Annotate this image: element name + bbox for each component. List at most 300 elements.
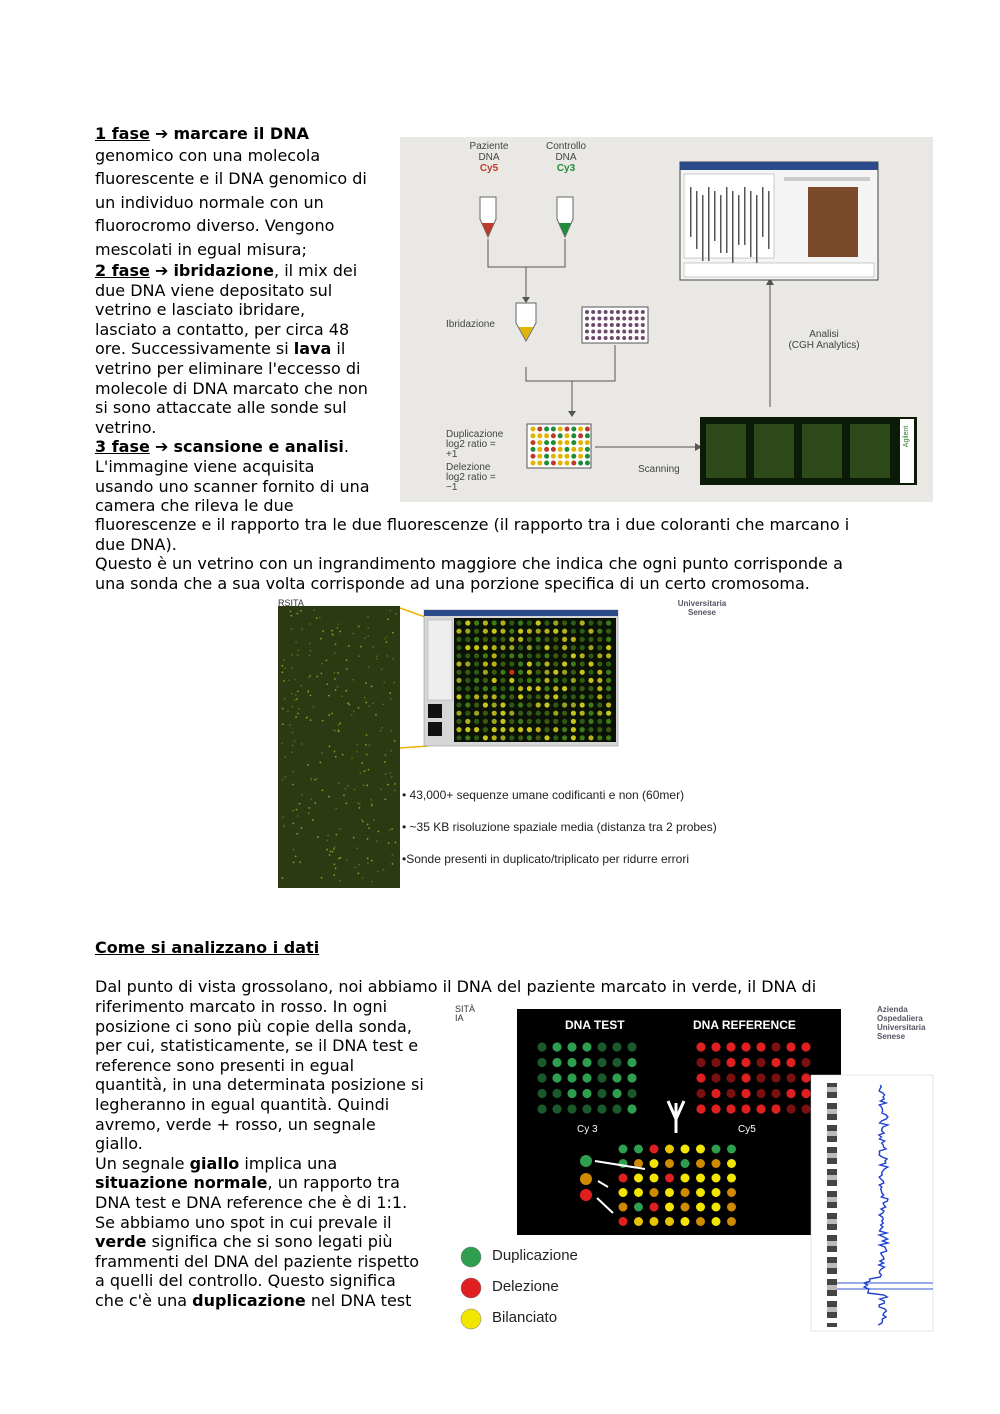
zoom-spot: [474, 694, 479, 699]
zoom-spot: [492, 686, 497, 691]
strip-spot: [332, 729, 334, 731]
zoom-spot: [474, 686, 479, 691]
bullet-item: [402, 852, 689, 866]
reference-spot: [786, 1104, 795, 1113]
zoom-spot: [544, 678, 549, 683]
zoom-spot: [483, 735, 488, 740]
strip-spot: [386, 636, 388, 638]
zoom-spot: [536, 719, 541, 724]
merged-spot: [681, 1217, 690, 1226]
zoom-spot: [580, 645, 585, 650]
strip-spot: [390, 698, 392, 700]
text-span: il: [331, 339, 346, 359]
strip-spot: [389, 772, 391, 774]
zoom-spot: [509, 645, 514, 650]
plate-well: [585, 330, 589, 334]
test-spot: [567, 1073, 576, 1082]
array-spot: [544, 433, 549, 438]
zoom-spot: [571, 735, 576, 740]
reference-spot: [801, 1058, 810, 1067]
zoom-spot: [536, 694, 541, 699]
zoom-spot: [465, 686, 470, 691]
merged-spot: [650, 1203, 659, 1212]
zoom-spot: [527, 735, 532, 740]
test-spot: [567, 1042, 576, 1051]
reference-spot: [711, 1089, 720, 1098]
ideogram-band: [827, 1175, 837, 1180]
strip-spot: [282, 877, 284, 879]
strip-spot: [369, 744, 371, 746]
test-spot: [597, 1058, 606, 1067]
strip-spot: [339, 722, 341, 724]
ideogram-band: [827, 1252, 837, 1257]
zoom-spot: [562, 661, 567, 666]
strip-spot: [300, 610, 302, 612]
zoom-spot: [492, 719, 497, 724]
strip-spot: [292, 732, 294, 734]
strip-spot: [308, 677, 310, 679]
zoom-spot: [562, 694, 567, 699]
zoom-spot: [456, 645, 461, 650]
strip-spot: [281, 665, 283, 667]
corner-label-right: [877, 1005, 935, 1041]
zoom-spot: [465, 694, 470, 699]
zoom-spot: [571, 702, 576, 707]
zoom-spot: [527, 645, 532, 650]
strip-spot: [322, 630, 324, 632]
legend-label: Delezione: [492, 1278, 559, 1295]
zoom-spot: [456, 719, 461, 724]
array-spot: [571, 427, 576, 432]
strip-spot: [282, 816, 284, 818]
strip-spot: [309, 623, 311, 625]
zoom-spot: [536, 653, 541, 658]
zoom-spot: [509, 711, 514, 716]
ideogram-band: [827, 1186, 837, 1191]
array-spot: [565, 454, 570, 459]
ideogram-band: [827, 1109, 837, 1114]
plate-well: [628, 323, 632, 327]
array-spot: [571, 433, 576, 438]
strip-spot: [353, 711, 355, 713]
strip-spot: [292, 810, 294, 812]
strip-spot: [291, 693, 293, 695]
plate-well: [641, 310, 645, 314]
plate-well: [591, 330, 595, 334]
text-line: posizione ci sono più copie della sonda,: [95, 1016, 412, 1036]
zoom-spot: [509, 694, 514, 699]
array-spot: [578, 447, 583, 452]
reference-spot: [786, 1073, 795, 1082]
array-spot: [537, 447, 542, 452]
plate-well: [616, 317, 620, 321]
zoom-spot: [544, 661, 549, 666]
strip-spot: [354, 789, 356, 791]
strip-spot: [338, 731, 340, 733]
zoom-spot: [571, 711, 576, 716]
example-orange-spot: [580, 1173, 592, 1185]
test-spot: [597, 1089, 606, 1098]
strip-spot: [353, 837, 355, 839]
duplicazione-text: Duplicazione: [446, 429, 504, 440]
strip-spot: [366, 785, 368, 787]
zoom-spot: [518, 702, 523, 707]
merged-spot: [696, 1217, 705, 1226]
zoom-spot: [483, 711, 488, 716]
strip-spot: [292, 823, 294, 825]
log2-ratio-text: log2 ratio =: [446, 472, 496, 483]
strip-spot: [331, 634, 333, 636]
zoom-spot: [580, 637, 585, 642]
plate-well: [604, 323, 608, 327]
reference-spot: [696, 1089, 705, 1098]
zoom-spot: [500, 719, 505, 724]
merged-spot: [650, 1159, 659, 1168]
zoom-spot: [474, 645, 479, 650]
plate-well: [585, 310, 589, 314]
zoom-spot: [536, 711, 541, 716]
zoom-spot: [536, 661, 541, 666]
strip-spot: [327, 835, 329, 837]
zoom-spot: [527, 629, 532, 634]
zoom-spot: [597, 645, 602, 650]
strip-spot: [322, 789, 324, 791]
strip-spot: [295, 694, 297, 696]
merged-spot: [727, 1188, 736, 1197]
cy3-label: Cy 3: [577, 1124, 598, 1135]
zoom-spot: [544, 694, 549, 699]
plate-well: [597, 310, 601, 314]
strip-spot: [301, 628, 303, 630]
strip-spot: [290, 610, 292, 612]
zoom-spot: [500, 629, 505, 634]
array-spot: [558, 454, 563, 459]
ideogram-band: [827, 1131, 837, 1136]
zoom-spot: [544, 645, 549, 650]
merged-spot: [650, 1174, 659, 1183]
text-line: genomico con una molecola: [95, 145, 321, 165]
plate-well: [604, 330, 608, 334]
zoom-spot: [474, 727, 479, 732]
strip-spot: [356, 751, 358, 753]
zoom-spot: [536, 686, 541, 691]
zoom-spot: [580, 653, 585, 658]
merged-spot: [727, 1203, 736, 1212]
strip-spot: [385, 641, 387, 643]
merged-spot: [619, 1174, 628, 1183]
zoom-spot: [500, 661, 505, 666]
ideogram-band: [827, 1241, 837, 1246]
merged-spot: [681, 1145, 690, 1154]
zoom-spot: [544, 735, 549, 740]
zoom-spot: [492, 702, 497, 707]
strip-spot: [347, 702, 349, 704]
strip-spot: [394, 783, 396, 785]
zoom-spot: [465, 645, 470, 650]
merged-spot: [665, 1174, 674, 1183]
strip-spot: [309, 643, 311, 645]
zoom-spot: [456, 637, 461, 642]
strip-spot: [340, 857, 342, 859]
strip-spot: [395, 842, 397, 844]
bullet-text: •Sonde presenti in duplicato/triplicato per ridurre errori: [402, 852, 690, 866]
merged-spot: [619, 1217, 628, 1226]
software-bar: [720, 195, 722, 253]
strip-spot: [351, 714, 353, 716]
strip-spot: [331, 630, 333, 632]
array-spot: [585, 433, 590, 438]
slide-zoom-figure: [278, 598, 738, 888]
test-spot: [537, 1042, 546, 1051]
bullet-item: [402, 788, 684, 802]
zoom-spot: [465, 629, 470, 634]
reference-spot: [741, 1089, 750, 1098]
strip-spot: [394, 790, 396, 792]
plate-well: [591, 323, 595, 327]
strip-spot: [308, 812, 310, 814]
plate-well: [610, 317, 614, 321]
strip-spot: [319, 617, 321, 619]
zoom-spot: [597, 719, 602, 724]
reference-spot: [726, 1073, 735, 1082]
strip-spot: [358, 707, 360, 709]
strip-spot: [311, 798, 313, 800]
strip-spot: [310, 650, 312, 652]
strip-spot: [373, 819, 375, 821]
test-spot: [537, 1058, 546, 1067]
text-line: fluorocromo diverso. Vengono: [95, 216, 335, 236]
merged-spot: [634, 1217, 643, 1226]
zoom-spot: [580, 719, 585, 724]
zoom-spot: [553, 629, 558, 634]
bold-span: giallo: [189, 1153, 240, 1173]
zoom-spot: [456, 620, 461, 625]
zoom-spot: [465, 637, 470, 642]
zoom-spot: [456, 629, 461, 634]
bullet-text: 43,000+ sequenze umane codificanti e non (60mer): [409, 788, 685, 802]
zoom-spot: [606, 661, 611, 666]
strip-spot: [335, 730, 337, 732]
fragments-line: frammenti del DNA del paziente rispetto: [95, 1251, 420, 1271]
software-bar: [750, 191, 752, 257]
test-spot: [567, 1104, 576, 1113]
text-line: giallo.: [95, 1134, 143, 1154]
merged-spot: [634, 1174, 643, 1183]
zoom-spot: [597, 637, 602, 642]
strip-spot: [371, 686, 373, 688]
plate-well: [597, 317, 601, 321]
strip-spot: [310, 694, 312, 696]
strip-spot: [368, 769, 370, 771]
zoom-spot: [544, 620, 549, 625]
strip-spot: [392, 658, 394, 660]
fase1-heading: [95, 124, 395, 144]
strip-spot: [297, 649, 299, 651]
text-line: riferimento marcato in rosso. In ogni: [95, 997, 388, 1016]
controllo-dna-text: DNA: [555, 152, 577, 163]
zoom-spot: [509, 686, 514, 691]
zoom-spot: [500, 727, 505, 732]
strip-spot: [346, 689, 348, 691]
zoom-spot: [588, 694, 593, 699]
test-spot: [582, 1058, 591, 1067]
merged-spot: [696, 1159, 705, 1168]
bullet-item: [402, 820, 717, 834]
strip-spot: [364, 697, 366, 699]
zoom-spot: [562, 620, 567, 625]
plate-well: [591, 317, 595, 321]
plate-well: [597, 336, 601, 340]
zoom-spot: [588, 670, 593, 675]
paziente-label: [464, 141, 514, 174]
merged-spot: [665, 1188, 674, 1197]
software-bar: [708, 187, 710, 261]
strip-spot: [345, 803, 347, 805]
text-line: per cui, statisticamente, se il DNA test e: [95, 1036, 419, 1056]
zoom-spot: [562, 637, 567, 642]
software-bar: [696, 191, 698, 249]
zoom-spot: [606, 702, 611, 707]
zoom-spot: [483, 727, 488, 732]
green-intro-line: Se abbiamo uno spot in cui prevale il: [95, 1212, 392, 1232]
reference-spot: [711, 1104, 720, 1113]
merged-spot: [727, 1217, 736, 1226]
zoom-spot: [492, 694, 497, 699]
strip-spot: [284, 667, 286, 669]
zoom-spot: [500, 711, 505, 716]
plate-well: [604, 310, 608, 314]
fase3-body: [95, 457, 395, 516]
zoom-spot: [527, 711, 532, 716]
strip-spot: [365, 682, 367, 684]
test-spot: [627, 1042, 636, 1051]
text-line: si sono attaccate alle sonde sul: [95, 398, 347, 418]
merged-spot: [727, 1174, 736, 1183]
zoom-spot: [562, 653, 567, 658]
zoom-spot: [456, 727, 461, 732]
ideogram-band: [827, 1219, 837, 1224]
plate-well: [597, 323, 601, 327]
ibridazione-label: Ibridazione: [446, 319, 495, 330]
corner-text: Azienda Ospedaliera: [877, 1005, 923, 1023]
zoom-spot: [562, 678, 567, 683]
strip-spot: [291, 667, 293, 669]
plate-well: [616, 310, 620, 314]
zoom-spot: [606, 686, 611, 691]
text-line: usando uno scanner fornito di una: [95, 476, 370, 496]
strip-spot: [361, 819, 363, 821]
strip-spot: [385, 755, 387, 757]
zoom-spot: [544, 629, 549, 634]
reference-spot: [726, 1042, 735, 1051]
zoom-spot: [518, 711, 523, 716]
zoom-spot: [580, 735, 585, 740]
strip-spot: [320, 638, 322, 640]
strip-spot: [297, 690, 299, 692]
plate-well: [585, 323, 589, 327]
test-spot: [582, 1042, 591, 1051]
strip-spot: [338, 782, 340, 784]
strip-spot: [307, 716, 309, 718]
test-spot: [552, 1058, 561, 1067]
text-line: una sonda che a sua volta corrisponde ad una porzione specifica di un certo cromosoma.: [95, 573, 810, 593]
arrow-right-icon: ➔: [154, 124, 169, 143]
zoom-spot: [500, 653, 505, 658]
zoom-spot: [571, 727, 576, 732]
strip-spot: [387, 784, 389, 786]
reference-spot: [771, 1058, 780, 1067]
reference-spot: [741, 1058, 750, 1067]
zoom-spot: [509, 637, 514, 642]
zoom-spot: [597, 702, 602, 707]
plus-one-text: +1: [446, 449, 458, 460]
zoom-spot: [536, 735, 541, 740]
zoom-spot: [509, 661, 514, 666]
zoom-spot: [553, 719, 558, 724]
analisi-text: Analisi: [809, 329, 839, 340]
zoom-spot: [553, 661, 558, 666]
software-bar: [744, 187, 746, 245]
strip-spot: [359, 772, 361, 774]
plate-well: [622, 310, 626, 314]
array-spot: [537, 427, 542, 432]
minus-one-text: −1: [446, 482, 458, 493]
array-spot: [544, 461, 549, 466]
zoom-spot: [483, 678, 488, 683]
reference-spot: [696, 1058, 705, 1067]
strip-spot: [294, 740, 296, 742]
zoom-spot: [553, 686, 558, 691]
strip-spot: [351, 757, 353, 759]
zoom-spot: [588, 702, 593, 707]
array-spot: [578, 440, 583, 445]
zoom-spot: [500, 670, 505, 675]
reference-spot: [771, 1104, 780, 1113]
zoom-spot: [518, 670, 523, 675]
array-spot: [558, 440, 563, 445]
strip-spot: [372, 646, 374, 648]
test-spot: [552, 1089, 561, 1098]
zoom-spot: [544, 719, 549, 724]
zoom-spot: [465, 670, 470, 675]
section1-wide-text: [95, 515, 915, 593]
array-spot: [565, 427, 570, 432]
zoom-spot: [527, 727, 532, 732]
zoom-spot: [483, 686, 488, 691]
plate-well: [635, 323, 639, 327]
array-spot: [558, 427, 563, 432]
strip-spot: [308, 807, 310, 809]
section2-body: [95, 997, 450, 1311]
zoom-spot: [536, 670, 541, 675]
zoom-spot: [544, 711, 549, 716]
strip-spot: [284, 756, 286, 758]
zoom-spot: [483, 702, 488, 707]
fase2-title: ibridazione: [173, 261, 275, 281]
text-line: L'immagine viene acquisita: [95, 457, 315, 477]
strip-spot: [363, 784, 365, 786]
strip-spot: [297, 815, 299, 817]
text-span: Un segnale: [95, 1153, 190, 1173]
array-spot: [544, 440, 549, 445]
strip-spot: [300, 685, 302, 687]
zoom-spot: [518, 735, 523, 740]
plate-well: [591, 336, 595, 340]
strip-spot: [364, 770, 366, 772]
zoom-spot: [527, 653, 532, 658]
reference-spot: [726, 1058, 735, 1067]
plate-well: [591, 310, 595, 314]
